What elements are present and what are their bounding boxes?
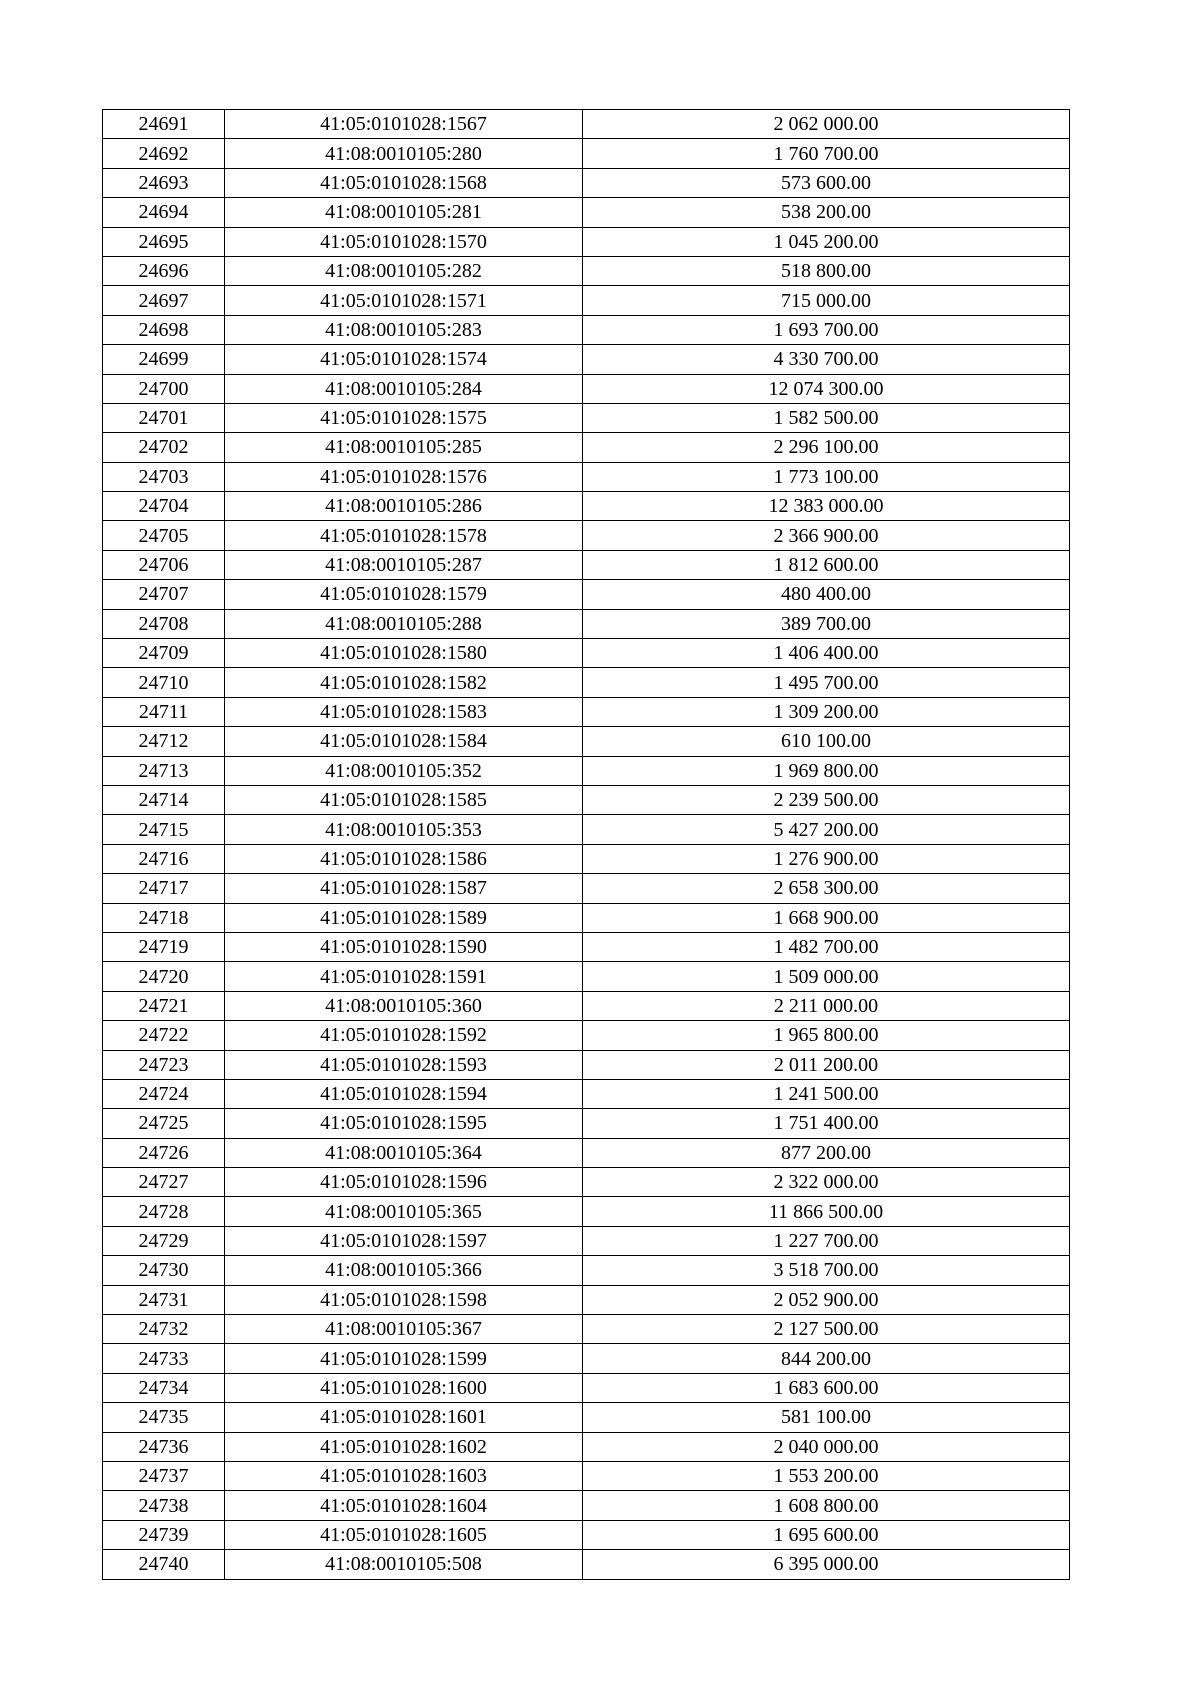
row-number-cell: 24732: [103, 1315, 225, 1344]
cadastral-value-cell: 1 227 700.00: [583, 1226, 1070, 1255]
cadastral-number-cell: 41:05:0101028:1570: [225, 227, 583, 256]
cadastral-value-cell: 1 482 700.00: [583, 932, 1070, 961]
table-row: [103, 198, 1070, 227]
cadastral-number-cell: 41:05:0101028:1605: [225, 1520, 583, 1549]
cadastral-value-cell: 1 693 700.00: [583, 315, 1070, 344]
cadastral-number-cell: 41:05:0101028:1567: [225, 110, 583, 139]
table-row: [103, 1461, 1070, 1490]
cadastral-number-cell: 41:05:0101028:1578: [225, 521, 583, 550]
table-row: [103, 1520, 1070, 1549]
table-row: [103, 727, 1070, 756]
table-row: [103, 1226, 1070, 1255]
table-row: [103, 639, 1070, 668]
cadastral-value-cell: 844 200.00: [583, 1344, 1070, 1373]
cadastral-number-cell: 41:05:0101028:1587: [225, 874, 583, 903]
cadastral-number-cell: 41:05:0101028:1590: [225, 932, 583, 961]
table-row: [103, 668, 1070, 697]
table-row: [103, 345, 1070, 374]
row-number-cell: 24709: [103, 639, 225, 668]
cadastral-value-cell: 1 309 200.00: [583, 697, 1070, 726]
table-row: [103, 433, 1070, 462]
table-row: [103, 697, 1070, 726]
row-number-cell: 24724: [103, 1079, 225, 1108]
cadastral-number-cell: 41:05:0101028:1571: [225, 286, 583, 315]
cadastral-number-cell: 41:05:0101028:1602: [225, 1432, 583, 1461]
row-number-cell: 24707: [103, 580, 225, 609]
cadastral-value-cell: 1 760 700.00: [583, 139, 1070, 168]
cadastral-value-cell: 2 239 500.00: [583, 785, 1070, 814]
table-row: [103, 1285, 1070, 1314]
table-row: [103, 756, 1070, 785]
row-number-cell: 24717: [103, 874, 225, 903]
row-number-cell: 24728: [103, 1197, 225, 1226]
row-number-cell: 24723: [103, 1050, 225, 1079]
table-row: [103, 815, 1070, 844]
table-row: [103, 256, 1070, 285]
row-number-cell: 24706: [103, 550, 225, 579]
cadastral-number-cell: 41:05:0101028:1600: [225, 1373, 583, 1402]
cadastral-value-cell: 2 658 300.00: [583, 874, 1070, 903]
cadastral-number-cell: 41:05:0101028:1595: [225, 1109, 583, 1138]
cadastral-number-cell: 41:05:0101028:1601: [225, 1403, 583, 1432]
cadastral-value-cell: 1 582 500.00: [583, 403, 1070, 432]
row-number-cell: 24734: [103, 1373, 225, 1402]
table-row: [103, 286, 1070, 315]
row-number-cell: 24696: [103, 256, 225, 285]
cadastral-value-cell: 573 600.00: [583, 168, 1070, 197]
row-number-cell: 24737: [103, 1461, 225, 1490]
table-row: [103, 785, 1070, 814]
cadastral-number-cell: 41:08:0010105:366: [225, 1256, 583, 1285]
table-row: [103, 315, 1070, 344]
row-number-cell: 24719: [103, 932, 225, 961]
row-number-cell: 24726: [103, 1138, 225, 1167]
row-number-cell: 24693: [103, 168, 225, 197]
table-row: [103, 609, 1070, 638]
cadastral-number-cell: 41:05:0101028:1584: [225, 727, 583, 756]
cadastral-number-cell: 41:08:0010105:281: [225, 198, 583, 227]
cadastral-number-cell: 41:05:0101028:1575: [225, 403, 583, 432]
cadastral-value-cell: 12 383 000.00: [583, 492, 1070, 521]
table-row: [103, 844, 1070, 873]
cadastral-number-cell: 41:08:0010105:353: [225, 815, 583, 844]
cadastral-number-cell: 41:05:0101028:1599: [225, 1344, 583, 1373]
cadastral-value-cell: 581 100.00: [583, 1403, 1070, 1432]
table-row: [103, 1109, 1070, 1138]
row-number-cell: 24702: [103, 433, 225, 462]
row-number-cell: 24730: [103, 1256, 225, 1285]
cadastral-value-cell: 1 509 000.00: [583, 962, 1070, 991]
cadastral-value-cell: 1 495 700.00: [583, 668, 1070, 697]
cadastral-number-cell: 41:08:0010105:365: [225, 1197, 583, 1226]
row-number-cell: 24695: [103, 227, 225, 256]
cadastral-value-cell: 11 866 500.00: [583, 1197, 1070, 1226]
row-number-cell: 24718: [103, 903, 225, 932]
table-row: [103, 580, 1070, 609]
cadastral-value-cell: 2 296 100.00: [583, 433, 1070, 462]
cadastral-value-cell: 1 276 900.00: [583, 844, 1070, 873]
cadastral-number-cell: 41:08:0010105:352: [225, 756, 583, 785]
row-number-cell: 24736: [103, 1432, 225, 1461]
table-row: [103, 962, 1070, 991]
cadastral-value-cell: 2 011 200.00: [583, 1050, 1070, 1079]
row-number-cell: 24714: [103, 785, 225, 814]
cadastral-value-cell: 877 200.00: [583, 1138, 1070, 1167]
cadastral-value-cell: 4 330 700.00: [583, 345, 1070, 374]
cadastral-value-cell: 1 695 600.00: [583, 1520, 1070, 1549]
cadastral-number-cell: 41:05:0101028:1591: [225, 962, 583, 991]
row-number-cell: 24698: [103, 315, 225, 344]
table-row: [103, 1138, 1070, 1167]
table-row: [103, 139, 1070, 168]
table-row: [103, 110, 1070, 139]
cadastral-number-cell: 41:05:0101028:1589: [225, 903, 583, 932]
cadastral-number-cell: 41:08:0010105:288: [225, 609, 583, 638]
row-number-cell: 24738: [103, 1491, 225, 1520]
table-row: [103, 521, 1070, 550]
cadastral-value-cell: 538 200.00: [583, 198, 1070, 227]
registry-table-body: [103, 110, 1070, 1580]
row-number-cell: 24713: [103, 756, 225, 785]
cadastral-number-cell: 41:05:0101028:1568: [225, 168, 583, 197]
cadastral-number-cell: 41:08:0010105:280: [225, 139, 583, 168]
cadastral-number-cell: 41:05:0101028:1592: [225, 1021, 583, 1050]
cadastral-number-cell: 41:05:0101028:1574: [225, 345, 583, 374]
row-number-cell: 24731: [103, 1285, 225, 1314]
row-number-cell: 24708: [103, 609, 225, 638]
cadastral-number-cell: 41:05:0101028:1576: [225, 462, 583, 491]
cadastral-number-cell: 41:05:0101028:1604: [225, 1491, 583, 1520]
table-row: [103, 932, 1070, 961]
cadastral-number-cell: 41:08:0010105:283: [225, 315, 583, 344]
cadastral-value-cell: 1 969 800.00: [583, 756, 1070, 785]
cadastral-value-cell: 715 000.00: [583, 286, 1070, 315]
table-row: [103, 1079, 1070, 1108]
cadastral-value-cell: 610 100.00: [583, 727, 1070, 756]
table-row: [103, 550, 1070, 579]
table-row: [103, 1050, 1070, 1079]
cadastral-value-cell: 2 127 500.00: [583, 1315, 1070, 1344]
cadastral-value-cell: 1 045 200.00: [583, 227, 1070, 256]
cadastral-value-cell: 12 074 300.00: [583, 374, 1070, 403]
table-row: [103, 492, 1070, 521]
cadastral-number-cell: 41:05:0101028:1586: [225, 844, 583, 873]
table-row: [103, 403, 1070, 432]
cadastral-value-cell: 2 366 900.00: [583, 521, 1070, 550]
cadastral-value-cell: 518 800.00: [583, 256, 1070, 285]
row-number-cell: 24716: [103, 844, 225, 873]
cadastral-value-cell: 3 518 700.00: [583, 1256, 1070, 1285]
cadastral-number-cell: 41:05:0101028:1594: [225, 1079, 583, 1108]
table-row: [103, 1373, 1070, 1402]
cadastral-number-cell: 41:08:0010105:284: [225, 374, 583, 403]
cadastral-value-cell: 1 553 200.00: [583, 1461, 1070, 1490]
row-number-cell: 24710: [103, 668, 225, 697]
cadastral-number-cell: 41:08:0010105:367: [225, 1315, 583, 1344]
cadastral-number-cell: 41:05:0101028:1596: [225, 1168, 583, 1197]
row-number-cell: 24722: [103, 1021, 225, 1050]
cadastral-number-cell: 41:05:0101028:1598: [225, 1285, 583, 1314]
table-row: [103, 1403, 1070, 1432]
table-row: [103, 991, 1070, 1020]
cadastral-value-cell: 1 406 400.00: [583, 639, 1070, 668]
row-number-cell: 24739: [103, 1520, 225, 1549]
cadastral-number-cell: 41:05:0101028:1580: [225, 639, 583, 668]
table-row: [103, 903, 1070, 932]
cadastral-value-cell: 1 241 500.00: [583, 1079, 1070, 1108]
row-number-cell: 24733: [103, 1344, 225, 1373]
table-row: [103, 1168, 1070, 1197]
row-number-cell: 24699: [103, 345, 225, 374]
row-number-cell: 24720: [103, 962, 225, 991]
cadastral-value-cell: 389 700.00: [583, 609, 1070, 638]
row-number-cell: 24705: [103, 521, 225, 550]
row-number-cell: 24712: [103, 727, 225, 756]
cadastral-number-cell: 41:08:0010105:360: [225, 991, 583, 1020]
table-row: [103, 374, 1070, 403]
cadastral-value-cell: 1 683 600.00: [583, 1373, 1070, 1402]
cadastral-value-cell: 1 751 400.00: [583, 1109, 1070, 1138]
table-row: [103, 1021, 1070, 1050]
row-number-cell: 24721: [103, 991, 225, 1020]
row-number-cell: 24735: [103, 1403, 225, 1432]
cadastral-number-cell: 41:05:0101028:1585: [225, 785, 583, 814]
row-number-cell: 24715: [103, 815, 225, 844]
row-number-cell: 24703: [103, 462, 225, 491]
table-row: [103, 227, 1070, 256]
table-row: [103, 1315, 1070, 1344]
registry-table: [102, 109, 1070, 1580]
row-number-cell: 24697: [103, 286, 225, 315]
cadastral-number-cell: 41:08:0010105:508: [225, 1550, 583, 1579]
cadastral-value-cell: 2 211 000.00: [583, 991, 1070, 1020]
cadastral-value-cell: 2 052 900.00: [583, 1285, 1070, 1314]
table-row: [103, 168, 1070, 197]
cadastral-number-cell: 41:08:0010105:282: [225, 256, 583, 285]
table-row: [103, 462, 1070, 491]
row-number-cell: 24711: [103, 697, 225, 726]
table-row: [103, 1344, 1070, 1373]
cadastral-number-cell: 41:05:0101028:1583: [225, 697, 583, 726]
row-number-cell: 24692: [103, 139, 225, 168]
cadastral-value-cell: 1 608 800.00: [583, 1491, 1070, 1520]
cadastral-value-cell: 2 062 000.00: [583, 110, 1070, 139]
cadastral-number-cell: 41:05:0101028:1582: [225, 668, 583, 697]
table-row: [103, 874, 1070, 903]
row-number-cell: 24725: [103, 1109, 225, 1138]
cadastral-value-cell: 1 965 800.00: [583, 1021, 1070, 1050]
cadastral-value-cell: 2 322 000.00: [583, 1168, 1070, 1197]
cadastral-number-cell: 41:05:0101028:1603: [225, 1461, 583, 1490]
row-number-cell: 24727: [103, 1168, 225, 1197]
cadastral-number-cell: 41:05:0101028:1597: [225, 1226, 583, 1255]
row-number-cell: 24704: [103, 492, 225, 521]
table-row: [103, 1197, 1070, 1226]
cadastral-value-cell: 5 427 200.00: [583, 815, 1070, 844]
cadastral-number-cell: 41:08:0010105:285: [225, 433, 583, 462]
cadastral-value-cell: 1 668 900.00: [583, 903, 1070, 932]
cadastral-number-cell: 41:05:0101028:1579: [225, 580, 583, 609]
cadastral-value-cell: 480 400.00: [583, 580, 1070, 609]
cadastral-value-cell: 6 395 000.00: [583, 1550, 1070, 1579]
row-number-cell: 24701: [103, 403, 225, 432]
row-number-cell: 24694: [103, 198, 225, 227]
row-number-cell: 24691: [103, 110, 225, 139]
row-number-cell: 24700: [103, 374, 225, 403]
cadastral-number-cell: 41:08:0010105:364: [225, 1138, 583, 1167]
row-number-cell: 24729: [103, 1226, 225, 1255]
cadastral-value-cell: 2 040 000.00: [583, 1432, 1070, 1461]
table-row: [103, 1491, 1070, 1520]
cadastral-number-cell: 41:08:0010105:286: [225, 492, 583, 521]
row-number-cell: 24740: [103, 1550, 225, 1579]
cadastral-number-cell: 41:05:0101028:1593: [225, 1050, 583, 1079]
table-row: [103, 1550, 1070, 1579]
table-row: [103, 1432, 1070, 1461]
table-row: [103, 1256, 1070, 1285]
cadastral-value-cell: 1 773 100.00: [583, 462, 1070, 491]
cadastral-number-cell: 41:08:0010105:287: [225, 550, 583, 579]
cadastral-value-cell: 1 812 600.00: [583, 550, 1070, 579]
